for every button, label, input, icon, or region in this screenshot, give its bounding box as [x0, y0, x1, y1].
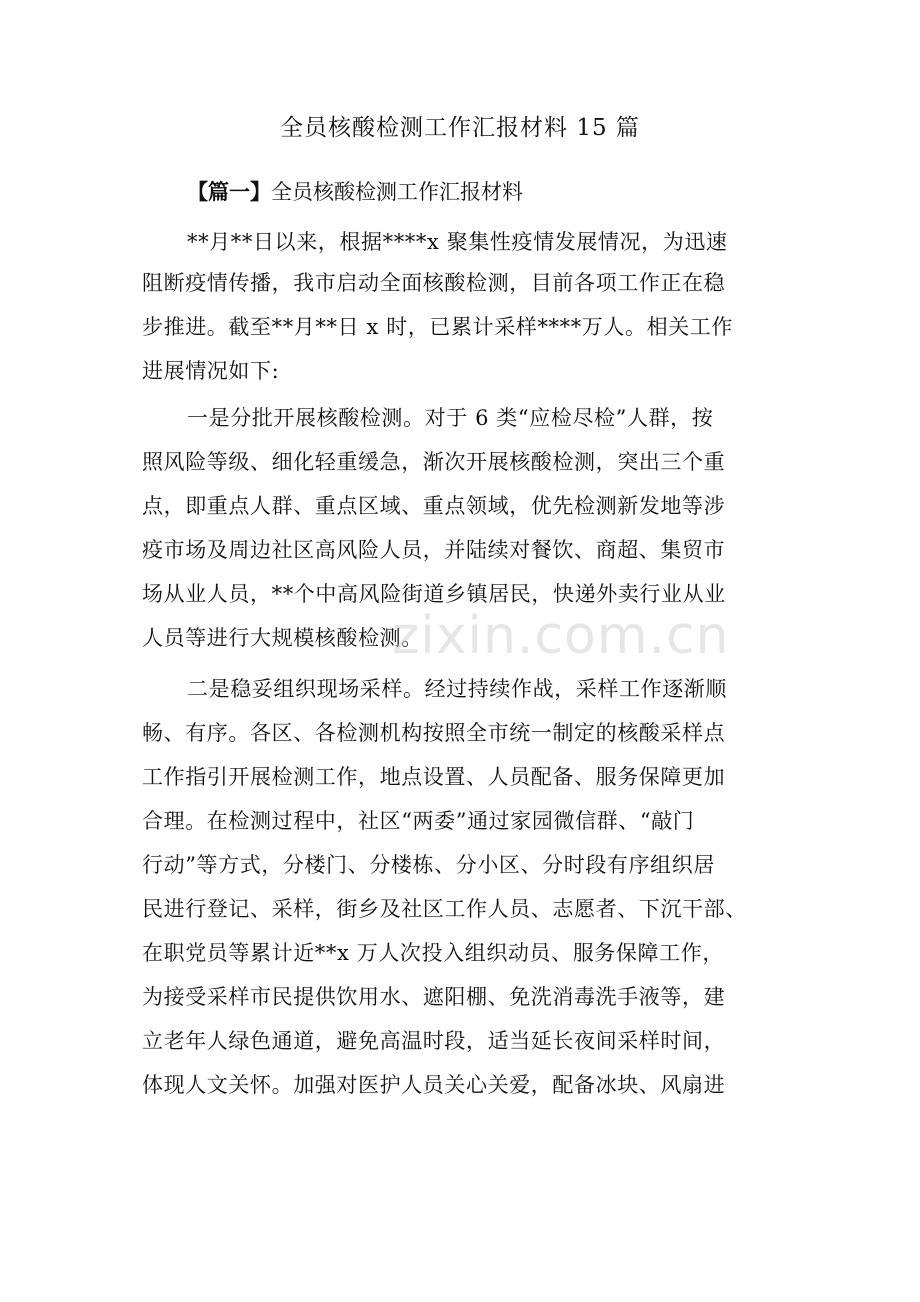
- body-line-2: 阻断疫情传播，我市启动全面核酸检测，目前各项工作正在稳: [142, 271, 726, 295]
- body-line-19: 立老年人绿色通道，避免高温时段，适当延长夜间采样时间，: [142, 1029, 726, 1053]
- body-line-10: 人员等进行大规模核酸检测。: [142, 626, 423, 650]
- body-line-8: 疫市场及周边社区高风险人员，并陆续对餐饮、商超、集贸市: [142, 538, 726, 562]
- body-line-4: 进展情况如下:: [142, 359, 280, 383]
- body-line-3: 步推进。截至**月**日 x 时，已累计采样****万人。相关工作: [142, 315, 733, 339]
- body-line-20: 体现人文关怀。加强对医护人员关心关爱，配备冰块、风扇进: [142, 1073, 726, 1097]
- body-line-14: 合理。在检测过程中，社区“两委”通过家园微信群、“敲门: [142, 809, 695, 833]
- body-line-13: 工作指引开展检测工作，地点设置、人员配备、服务保障更加: [142, 765, 726, 789]
- body-line-12: 畅、有序。各区、各检测机构按照全市统一制定的核酸采样点: [142, 721, 726, 745]
- body-line-7: 点，即重点人群、重点区域、重点领域，优先检测新发地等涉: [142, 494, 726, 518]
- section-heading: [187, 176, 523, 208]
- section-heading-bracket: 【篇一】: [187, 179, 271, 204]
- body-line-15: 行动”等方式，分楼门、分楼栋、分小区、分时段有序组织居: [142, 853, 715, 877]
- section-heading-text: 全员核酸检测工作汇报材料: [271, 180, 523, 204]
- body-line-16: 民进行登记、采样，街乡及社区工作人员、志愿者、下沉干部、: [142, 897, 747, 921]
- watermark: zixin.com.cn: [392, 606, 730, 666]
- body-line-5: 一是分批开展核酸检测。对于 6 类“应检尽检”人群，按: [187, 406, 714, 430]
- body-line-1: **月**日以来，根据****x 聚集性疫情发展情况，为迅速: [187, 230, 728, 254]
- body-line-17: 在职党员等累计近**x 万人次投入组织动员、服务保障工作，: [142, 941, 724, 965]
- body-line-11: 二是稳妥组织现场采样。经过持续作战，采样工作逐渐顺: [187, 677, 727, 701]
- body-line-9: 场从业人员，**个中高风险街道乡镇居民，快递外卖行业从业: [142, 582, 726, 606]
- body-line-18: 为接受采样市民提供饮用水、遮阳棚、免洗消毒洗手液等，建: [142, 985, 726, 1009]
- body-line-6: 照风险等级、细化轻重缓急，渐次开展核酸检测，突出三个重: [142, 450, 726, 474]
- document-title: 全员核酸检测工作汇报材料 15 篇: [280, 115, 640, 141]
